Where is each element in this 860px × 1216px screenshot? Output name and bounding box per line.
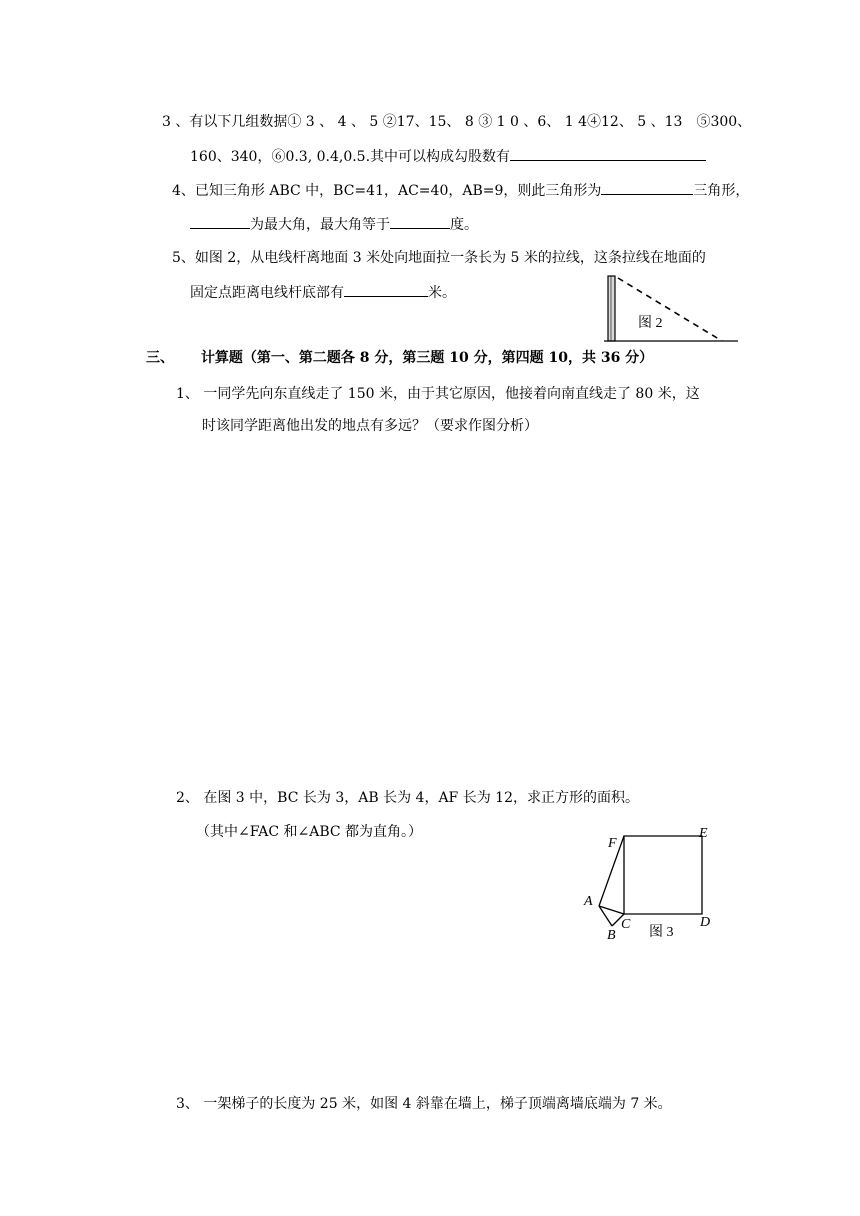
q4-answer-blank-3[interactable] [390, 214, 450, 229]
q3-text-2: 160、340，⑥0.3, 0.4,0.5.其中可以构成勾股数有 [190, 149, 511, 165]
q4-answer-blank-2[interactable] [190, 214, 250, 229]
q4-line1 [172, 180, 749, 201]
guy-wire-dashed [618, 278, 722, 341]
q3-line2 [190, 146, 706, 167]
square-cdef [624, 836, 702, 914]
q4-text-2b: 度。 [450, 217, 478, 233]
q5-text-1: 5、如图 2，从电线杆离地面 3 米处向地面拉一条长为 5 米的拉线，这条拉线在地面的 [172, 250, 706, 266]
q4-text-1a: 4、已知三角形 ABC 中，BC=41，AC=40，AB=9，则此三角形为 [172, 183, 602, 199]
q4-answer-blank-1[interactable] [601, 180, 693, 195]
q3-line1 [162, 112, 751, 132]
p1-text-1: 1、 一同学先向东直线走了 150 米，由于其它原因，他接着向南直线走了 80 米，这 [176, 386, 700, 402]
p2-line1 [176, 788, 639, 808]
figure-2 [596, 268, 742, 346]
p1-text-2: 时该同学距离他出发的地点有多远？（要求作图分析） [202, 418, 538, 434]
q4-line2 [190, 214, 478, 235]
section-3-header [146, 348, 653, 368]
q5-line2 [190, 282, 456, 303]
q5-text-2a: 固定点距离电线杆底部有 [190, 285, 344, 301]
p2-text-1: 2、 在图 3 中，BC 长为 3，AB 长为 4，AF 长为 12，求正方形的面积。 [176, 790, 639, 806]
p3-line1 [176, 1094, 672, 1114]
figure-3-caption: 图 3 [649, 925, 674, 940]
q4-text-1b: 三角形， [693, 183, 750, 199]
label-a: A [584, 894, 593, 909]
figure-2-caption: 图 2 [638, 316, 663, 331]
q3-answer-blank[interactable] [510, 146, 706, 161]
p1-line2 [202, 416, 538, 436]
q3-text-1: 3 、有以下几组数据① 3 、 4 、 5 ②17、15、 8 ③ 1 0 、6、 1 4④12、 5 、13 ⑤300、 [162, 114, 752, 130]
p2-text-2: （其中∠FAC 和∠ABC 都为直角。） [196, 824, 423, 840]
q4-text-2a: 为最大角，最大角等于 [250, 217, 390, 233]
label-f: F [608, 836, 617, 851]
q5-answer-blank[interactable] [344, 282, 428, 297]
p2-line2 [196, 822, 422, 842]
q5-line1 [172, 248, 706, 268]
label-e: E [699, 826, 708, 841]
p3-text-1: 3、 一架梯子的长度为 25 米，如图 4 斜靠在墙上，梯子顶端离墙底端为 7 米。 [176, 1096, 672, 1112]
q5-text-2b: 米。 [428, 285, 456, 301]
section-3-title: 计算题（第一、第二题各 8 分，第三题 10 分，第四题 10，共 36 分） [200, 350, 654, 366]
section-3-number: 三、 [146, 350, 174, 366]
p1-line1 [176, 384, 700, 404]
figure-3 [578, 820, 718, 944]
utility-pole [608, 276, 615, 341]
label-d: D [700, 915, 711, 930]
label-c: C [621, 917, 631, 932]
label-b: B [607, 928, 616, 943]
